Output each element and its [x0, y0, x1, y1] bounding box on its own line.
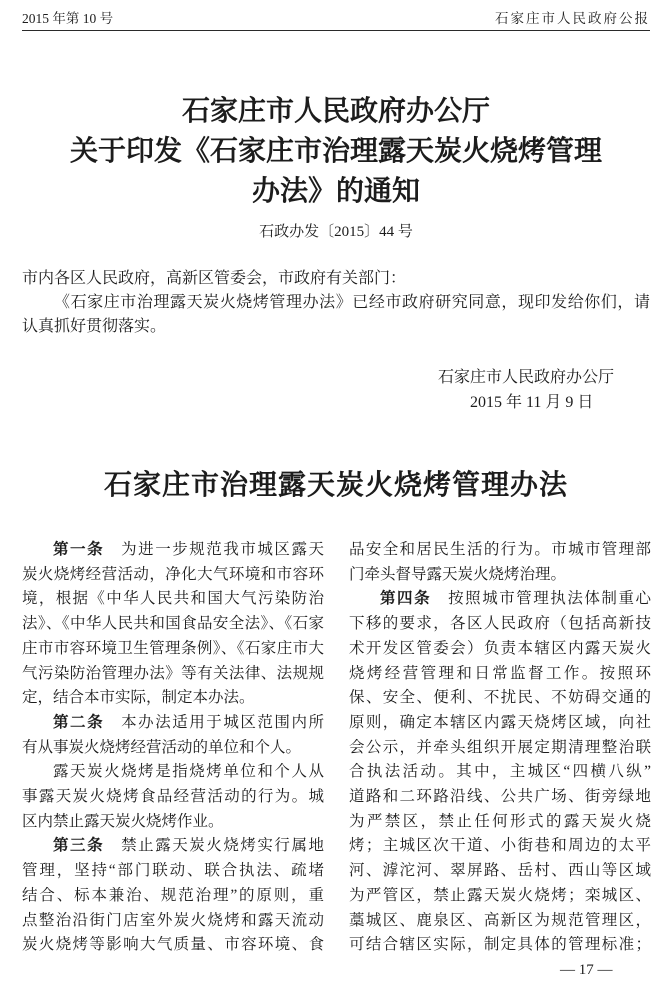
article-label: 第四条: [380, 590, 432, 608]
text-line: 认真抓好贯彻落实。: [22, 318, 167, 335]
article-label: 第三条: [53, 837, 105, 855]
text-line: 合执法活动。其中，主城区“四横八纵”: [349, 763, 651, 781]
text-line: 《石家庄市治理露天炭火烧烤管理办法》已经市政府研究同意，现印发给你们，请: [54, 294, 650, 311]
text-line: 门牵头督导露天炭火烧烤治理。: [349, 565, 567, 583]
right-column: [349, 538, 651, 958]
article-label: 第一条: [53, 541, 105, 558]
running-header: [22, 9, 650, 31]
text-line: 可结合辖区实际，制定具体的管理标准；: [349, 936, 651, 954]
notice-title-line: 关于印发《石家庄市治理露天炭火烧烤管理: [69, 134, 602, 167]
line-text: 禁止露天炭火烧烤实行属地: [104, 837, 324, 855]
text-line: 品安全和居民生活的行为。市城市管理部: [349, 541, 651, 558]
issuer-signature: 石家庄市人民政府办公厅: [438, 369, 615, 386]
text-line: 定，结合本市实际，制定本办法。: [22, 689, 255, 707]
paragraph: [22, 760, 324, 834]
salutation: 市内各区人民政府，高新区管委会，市政府有关部门：: [22, 270, 407, 287]
line-text: 本办法适用于城区范围内所: [104, 713, 324, 731]
article-paragraph: [22, 711, 324, 760]
paragraph: [349, 538, 651, 587]
article-paragraph: [22, 538, 324, 711]
text-line: 点整治沿街门店室外炭火烧烤和露天流动: [22, 911, 324, 929]
text-line: 为严管区，禁止露天炭火烧烤；栾城区、: [349, 886, 651, 904]
notice-title-line: 办法》的通知: [251, 174, 420, 207]
text-line: 烧烤经营管理和日常监督工作。按照环: [349, 664, 651, 682]
text-line: 区内禁止露天炭火烧烤作业。: [22, 812, 224, 830]
page-number: — 17 —: [560, 962, 613, 978]
text-line: 会公示，并牵头组织开展定期清理整治联: [349, 738, 651, 756]
text-line: 庄市市容环境卫生管理条例》、《石家庄市大: [22, 639, 324, 657]
text-line: 保、安全、便利、不扰民、不妨碍交通的: [349, 689, 651, 707]
text-line: [22, 711, 324, 736]
text-line: 下移的要求，各区人民政府（包括高新技: [349, 615, 651, 633]
text-line: 炭火烧烤等影响大气质量、市容环境、食: [22, 936, 324, 954]
text-line: 炭火烧烤经营活动，净化大气环境和市容环: [22, 565, 324, 583]
article-label: 第二条: [53, 713, 105, 731]
notice-title-line: 石家庄市人民政府办公厅: [181, 94, 490, 127]
text-line: 法》、《中华人民共和国食品安全法》、《石家: [22, 615, 324, 633]
text-line: 境，根据《中华人民共和国大气污染防治: [22, 590, 324, 608]
notice-body: [22, 267, 650, 339]
article-paragraph: [349, 587, 651, 958]
text-line: 烤；主城区次干道、小街巷和周边的太平: [349, 837, 651, 855]
notice-title: [0, 91, 672, 211]
publication-name: 石家庄市人民政府公报: [495, 11, 650, 26]
document-number: 石政办发〔2015〕44 号: [259, 224, 413, 240]
text-line: 道路和二环路沿线、公共广场、街旁绿地: [349, 788, 651, 806]
text-line: [22, 834, 324, 859]
left-column: [22, 538, 324, 958]
text-line: [22, 538, 324, 563]
text-line: 原则，确定本辖区内露天烧烤区域，向社: [349, 713, 651, 731]
text-line: 为严禁区，禁止任何形式的露天炭火烧: [349, 812, 651, 830]
line-text: 为进一步规范我市城区露天: [104, 541, 324, 558]
text-line: 露天炭火烧烤是指烧烤单位和个人从: [53, 763, 324, 781]
text-line: 管理，坚持“部门联动、联合执法、疏堵: [22, 862, 324, 880]
issue-date: 2015 年 11 月 9 日: [470, 394, 594, 411]
text-line: [349, 587, 651, 612]
article-paragraph: [22, 834, 324, 958]
issue-number: 2015 年第 10 号: [22, 11, 114, 26]
text-line: 气污染防治管理办法》等有关法律、法规规: [22, 664, 324, 682]
text-line: 结合、标本兼治、规范治理”的原则，重: [22, 886, 324, 904]
text-line: 有从事炭火烧烤经营活动的单位和个人。: [22, 738, 302, 756]
text-line: 事露天炭火烧烤食品经营活动的行为。城: [22, 788, 324, 806]
line-text: 按照城市管理执法体制重心: [431, 590, 651, 608]
text-line: 河、滹沱河、翠屏路、岳村、西山等区域: [349, 862, 651, 880]
regulation-title: 石家庄市治理露天炭火烧烤管理办法: [103, 468, 568, 501]
text-line: 藁城区、鹿泉区、高新区为规范管理区，: [349, 911, 651, 929]
text-line: 术开发区管委会）负责本辖区内露天炭火: [349, 639, 651, 657]
